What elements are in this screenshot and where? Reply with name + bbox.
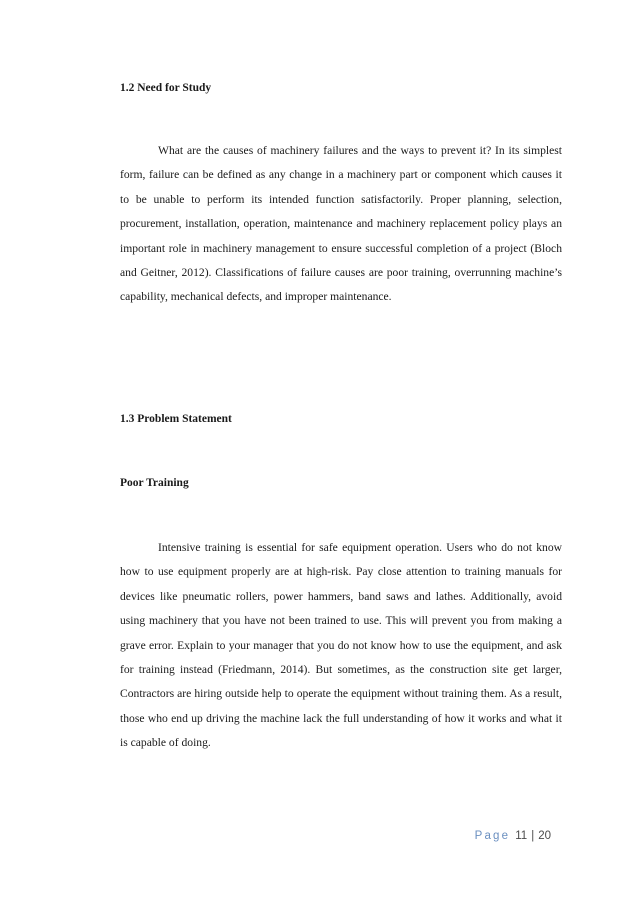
page-number-total: 20 bbox=[538, 830, 551, 842]
page-label: Page bbox=[474, 830, 511, 842]
paragraph-need-for-study: What are the causes of machinery failures and the ways to prevent it? In its simplest form, failure can be defined as any change in a machinery part or component which causes it to be unable to perform its intended function satisfactorily. Proper planning, selection, procurement, installation, operation, maintenance and machinery replacement policy plays an important role in machinery management to ensure successful completion of a project (Bloch and Geitner, 2012). Classifications of failure causes are poor training, overrunning machine’s capability, mechanical defects, and improper maintenance. bbox=[120, 144, 562, 304]
paragraph-poor-training: Intensive training is essential for safe equipment operation. Users who do not know how to use equipment properly are at high-risk. Pay close attention to training manuals for devices like pneumatic rollers, power hammers, band saws and lathes. Additionally, avoid using machinery that you have not been trained to use. This will prevent you from making a grave error. Explain to your manager that you do not know how to use the equipment, and ask for training instead (Friedmann, 2014). But sometimes, as the construction site get larger, Contractors are hiring outside help to operate the equipment without training them. As a result, those who end up driving the machine lack the full understanding of how it works and what it is capable of doing. bbox=[120, 541, 562, 750]
section-heading-problem-statement: 1.3 Problem Statement bbox=[120, 413, 232, 425]
page-separator: | bbox=[531, 830, 535, 842]
subheading-poor-training: Poor Training bbox=[120, 477, 189, 489]
page-number-current: 11 bbox=[515, 830, 528, 842]
section-heading-need-for-study: 1.2 Need for Study bbox=[120, 82, 212, 94]
page-footer bbox=[0, 830, 551, 842]
